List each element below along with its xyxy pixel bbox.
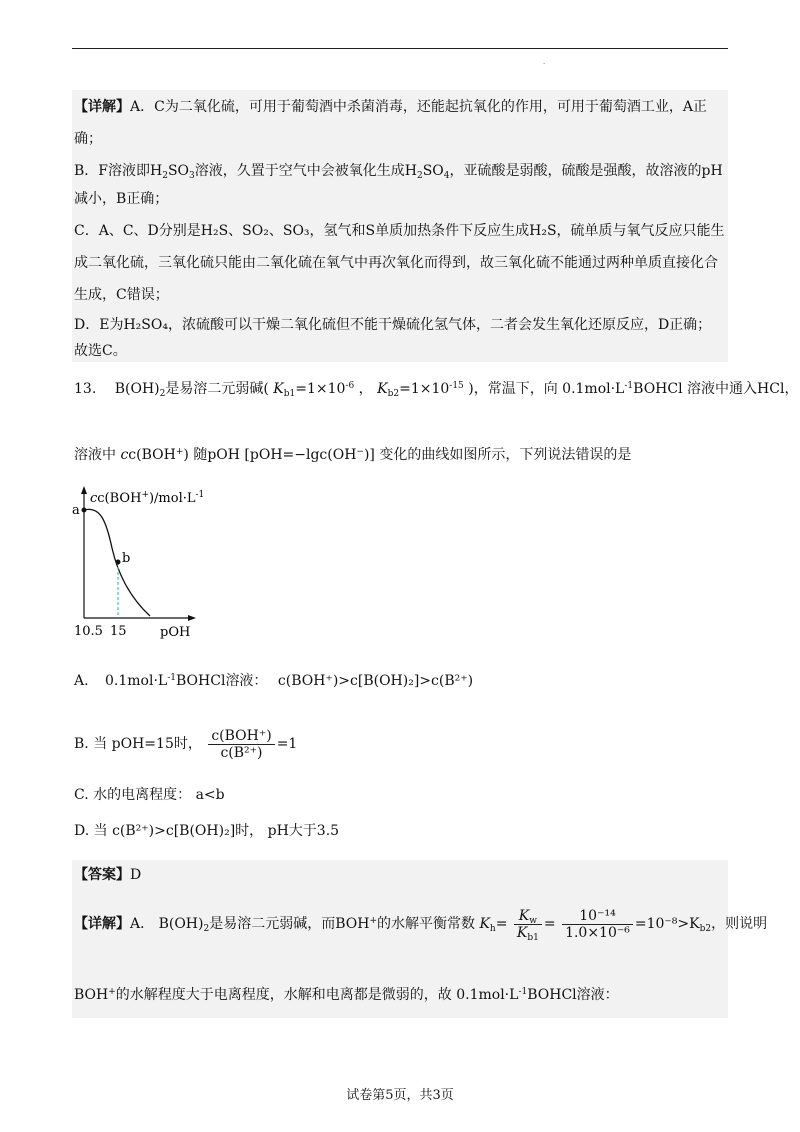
- tick-10-5: 10.5: [74, 624, 103, 639]
- answer-line: 【答案】D: [74, 867, 142, 883]
- point-a-label: a: [72, 503, 80, 518]
- detail-line-2: BOH+的水解程度大于电离程度，水解和电离都是微弱的，故 $0.1mol\cdot L^{-1}BOHCl$溶液：: [74, 987, 619, 1003]
- y-axis-label: $cc(BOH^+)/mol\cdot L^{-1}$: [90, 490, 205, 506]
- y-axis-arrow: [81, 486, 87, 494]
- explanation-line-3: B．F溶液即$H_2SO_3$溶液，久置于空气中会被氧化生成$H_2SO_4$，亚硫酸是弱酸，硫酸是强酸，故溶液的pH: [74, 163, 723, 181]
- explanation-line-4: 减小，B正确；: [74, 191, 169, 207]
- x-axis-arrow: [188, 615, 196, 621]
- option-c: C. 水的电离程度： a<b: [74, 787, 225, 803]
- tick-15: 15: [110, 624, 127, 639]
- header-rule: [72, 48, 728, 49]
- point-b-label: b: [122, 551, 131, 566]
- question-line-1: 13. $B(OH)_2$是易溶二元弱碱( $K_{b1}=1\times 10^{-6}$ ， $K_{b2}=1\times 10^{-15}$ )，常温下，向 $0.1mol\cdot L^{-1}BOHCl$ 溶液中通入HCl，: [74, 381, 799, 399]
- explanation-line-7: 生成，C错误；: [74, 287, 169, 303]
- explanation-line-2: 确；: [74, 131, 102, 147]
- explanation-line-5: C．A、C、D分别是H₂S、SO₂、SO₃，氢气和S单质加热条件下反应生成H₂S，硫单质与氧气反应只能生: [74, 223, 725, 239]
- page-footer: 试卷第5页，共3页: [346, 1088, 454, 1103]
- explanation-line-9: 故选C。: [74, 343, 127, 359]
- concentration-graph: [60, 478, 220, 648]
- point-b-marker: [116, 560, 121, 565]
- option-a: A. $0.1mol\cdot L^{-1}BOHCl$溶液： c(BOH⁺)>c[B(OH)₂]>c(B²⁺): [74, 673, 474, 689]
- explanation-line-1: 【详解】A．C为二氧化硫，可用于葡萄酒中杀菌消毒，还能起抗氧化的作用，可用于葡萄酒工业，A正: [74, 99, 707, 115]
- x-axis-label: pOH: [160, 625, 191, 640]
- decorative-dot: ·: [543, 60, 546, 68]
- option-d: D. 当 c(B²⁺)>c[B(OH)₂]时， pH大于3.5: [74, 823, 340, 839]
- point-a-marker: [82, 508, 87, 513]
- question-line-2: 溶液中 cc(BOH+) 随pOH [pOH=−lgc(OH−)] 变化的曲线如图所示，下列说法错误的是: [74, 447, 632, 463]
- explanation-line-6: 成二氧化硫，三氧化硫只能由二氧化硫在氧气中再次氧化而得到，故三氧化硫不能通过两种单质直接化合: [74, 255, 718, 271]
- option-b: B. 当 pOH=15时， $\frac{\text{c(BOH⁺)}}{\text{c(B²⁺)}}$ =1: [74, 727, 298, 761]
- detail-line-1: 【详解】A． $B(OH)_2$是易溶二元弱碱，而BOH+的水解平衡常数 $K_h=$ $\frac{K_w}{K_{b1}}$ = $\frac{\text{10⁻¹⁴}}{\text{1.0×10⁻⁶}}$ $=10^{-8}>K_{b2}$，则说明: [74, 907, 768, 943]
- explanation-line-8: D．E为H₂SO₄，浓硫酸可以干燥二氧化硫但不能干燥硫化氢气体，二者会发生氧化还原反应，D正确；: [74, 317, 712, 333]
